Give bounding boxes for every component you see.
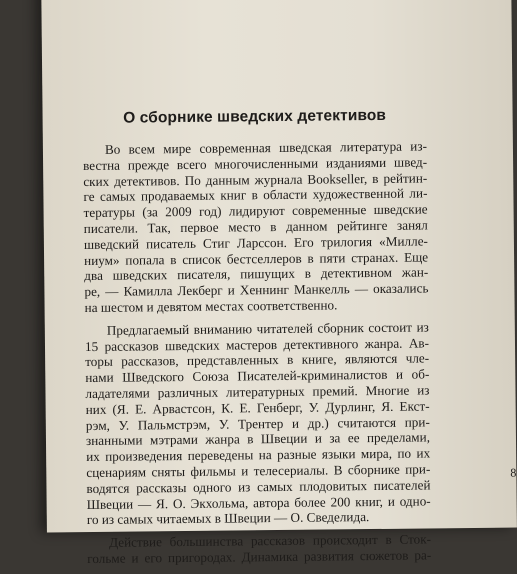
text-line: водятся рассказы одного из самых плодовитых писателей: [86, 477, 431, 496]
text-line: вестна прежде всего многочисленными изданиями швед-: [83, 154, 428, 173]
text-line: ских детективов. По данным журнала Bookseller, в рейтин-: [83, 170, 428, 189]
text-line: писатели. Так, первое место в данном рейтинге занял: [83, 217, 428, 237]
paragraph-1: [83, 138, 429, 315]
text-line: ладателями различных литературных премий. Многие из: [85, 382, 430, 401]
text-line: Предлагаемый вниманию читателей сборник состоит из: [106, 319, 429, 338]
paragraph-2: [85, 319, 431, 528]
paragraph-3: [87, 532, 431, 567]
text-line: го из самых читаемых в Швеции — О. Сведелида.: [86, 509, 370, 528]
text-line: два шведских писателя, пишущих в детективном жан-: [84, 264, 429, 284]
text-line: их произведения переведены на разные языки мира, по их: [86, 445, 431, 465]
page-content: [83, 106, 432, 573]
page-number: 8: [510, 465, 517, 480]
text-line: на шестом и девятом местах соответственно.: [84, 297, 338, 316]
text-line: знанными мэтрами жанра в Швеции и за ее пределами,: [85, 429, 431, 449]
text-line: торы рассказов, представленных в книге, являются чле-: [85, 350, 430, 370]
text-line: Действие большинства рассказов происходит в Сток-: [108, 531, 432, 550]
text-line: Во всем мире современная шведская литература из-: [104, 138, 427, 157]
text-line: нами Шведского Союза Писателей-криминалистов и об-: [85, 366, 430, 386]
text-line: ре, — Камилла Лекберг и Хеннинг Манкелль — оказались: [84, 280, 429, 300]
text-line: шведский писатель Стиг Ларссон. Его трилогия «Милле-: [83, 233, 428, 252]
text-line: тературы (за 2009 год) лидируют современные шведские: [83, 201, 428, 221]
text-line: них (Я. Е. Арвастсон, К. Е. Генберг, У. Дурлинг, Я. Екст-: [85, 398, 430, 417]
page-heading: О сборнике шведских детективов: [123, 106, 387, 127]
text-line: 15 рассказов шведских мастеров детективного жанра. Ав-: [84, 334, 430, 354]
text-line: гольме и его пригородах. Динамика развития сюжетов ра-: [87, 547, 432, 566]
text-line: ниум» попала в список бестселлеров в пяти странах. Еще: [84, 249, 429, 268]
book-page: [41, 0, 517, 566]
text-line: ге самых продаваемых книг в области художественной ли-: [83, 185, 428, 205]
text-line: Швеции — Я. О. Экхольма, автора более 200 книг, и одно-: [86, 492, 431, 512]
text-line: сценариям сняты фильмы и телесериалы. В сборнике при-: [86, 461, 431, 480]
text-line: рэм, У. Пальмстрэм, У. Трентер и др.) считаются при-: [85, 413, 430, 433]
